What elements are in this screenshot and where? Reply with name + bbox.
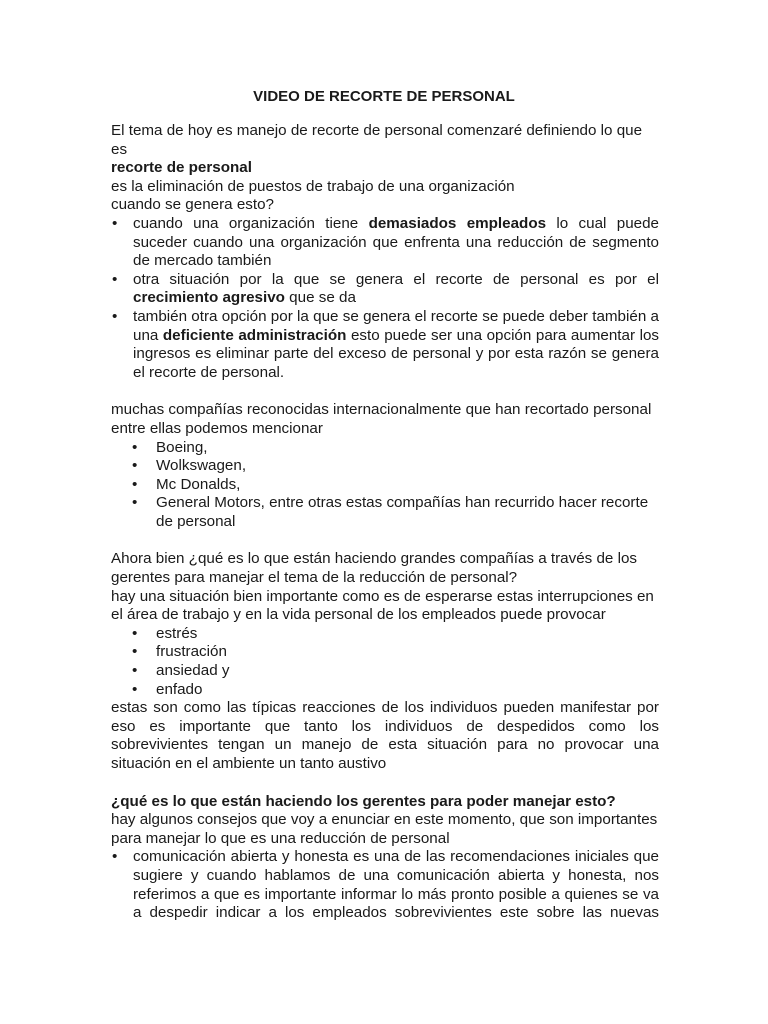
reaction-item: • enfado bbox=[111, 681, 659, 700]
reactions-list bbox=[111, 625, 659, 699]
cause-item: • cuando una organización tiene demasiados empleados lo cual puede suceder cuando una organización que enfrenta una reducción de segmento de mercado también bbox=[111, 215, 659, 271]
managers-question: Ahora bien ¿qué es lo que están haciendo grandes compañías a través de los gerentes para manejar el tema de la reducción de personal? bbox=[111, 550, 638, 587]
company-item: • General Motors, entre otras estas compañías han recurrido hacer recorte de personal bbox=[111, 494, 659, 531]
reaction-item: • ansiedad y bbox=[111, 662, 659, 681]
term-heading: recorte de personal bbox=[111, 159, 252, 177]
causes-list bbox=[111, 215, 659, 382]
advice-heading: ¿qué es lo que están haciendo los gerentes para poder manejar esto? bbox=[111, 792, 616, 810]
cause-question: cuando se genera esto? bbox=[111, 196, 274, 214]
cause-item: • otra situación por la que se genera el recorte de personal es por el crecimiento agresivo que se da bbox=[111, 271, 659, 308]
reaction-item: • frustración bbox=[111, 643, 659, 662]
advice-item: • comunicación abierta y honesta es una de las recomendaciones iniciales que sugiere y cuando hablamos de una comunicación abierta y honesta, nos referimos a que es importante informar lo más pronto posible a quienes se va a despedir indicar a los empleados sobrevivientes este sobre las nuevas bbox=[111, 848, 659, 922]
company-item: • Wolkswagen, bbox=[111, 457, 659, 476]
intro-section bbox=[111, 122, 659, 923]
companies-list bbox=[111, 439, 659, 532]
intro-line: El tema de hoy es manejo de recorte de personal comenzaré definiendo lo que es bbox=[111, 122, 643, 158]
company-item: • Boeing, bbox=[111, 439, 659, 458]
reactions-text: estas son como las típicas reacciones de los individuos pueden manifestar por eso es importante que tanto los individuos de despedidos como los sobrevivientes tengan un manejo de esta situación para no provocar una situación en el ambiente un tanto austivo bbox=[111, 699, 659, 772]
advice-list bbox=[111, 848, 659, 922]
cause-item: • también otra opción por la que se genera el recorte se puede deber también a una deficiente administración esto puede ser una opción para aumentar los ingresos es eliminar parte del exceso de personal y por esta razón se genera el recorte de personal. bbox=[111, 308, 659, 382]
company-item: • Mc Donalds, bbox=[111, 476, 659, 495]
term-definition: es la eliminación de puestos de trabajo de una organización bbox=[111, 177, 515, 195]
companies-intro: muchas compañías reconocidas internacionalmente que han recortado personal entre ellas podemos mencionar bbox=[111, 401, 652, 437]
advice-intro: hay algunos consejos que voy a enunciar en este momento, que son importantes para manejar lo que es una reducción de personal bbox=[111, 811, 658, 847]
reaction-item: • estrés bbox=[111, 625, 659, 644]
document-title: VIDEO DE RECORTE DE PERSONAL bbox=[253, 88, 515, 105]
situation-text: hay una situación bien importante como es de esperarse estas interrupciones en el área de trabajo y en la vida personal de los empleados puede provocar bbox=[111, 587, 654, 624]
